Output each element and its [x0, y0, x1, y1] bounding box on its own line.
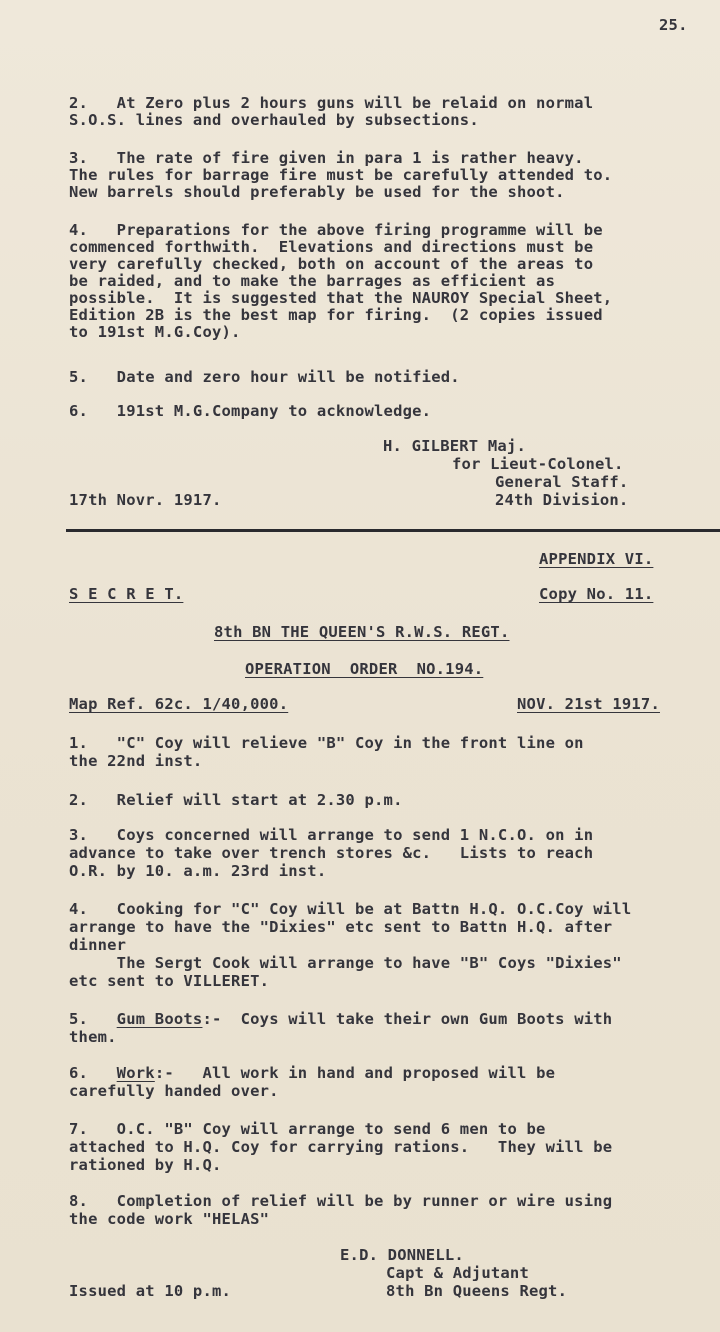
text-line: The Sergt Cook will arrange to have "B" Coys "Dixies" — [69, 954, 622, 972]
unit-heading: 8th BN THE QUEEN'S R.W.S. REGT. — [214, 623, 510, 641]
para-number: 6. — [69, 1064, 117, 1082]
text-line: the 22nd inst. — [69, 752, 203, 770]
section-divider — [66, 529, 720, 532]
signature-name: H. GILBERT Maj. — [383, 437, 526, 455]
order-date: NOV. 21st 1917. — [517, 695, 660, 713]
signature-line: 24th Division. — [495, 491, 629, 509]
text-line: carefully handed over. — [69, 1082, 279, 1100]
order-title: OPERATION ORDER NO.194. — [245, 660, 484, 678]
para-heading: Gum Boots — [116, 1010, 203, 1028]
text-line: 4. Preparations for the above firing programme will be — [69, 221, 603, 239]
part1-date: 17th Novr. 1917. — [69, 491, 222, 509]
part1-para-6: 6. 191st M.G.Company to acknowledge. — [69, 402, 432, 420]
part1-para-5: 5. Date and zero hour will be notified. — [69, 368, 460, 386]
text-line: etc sent to VILLERET. — [69, 972, 270, 990]
text-line: to 191st M.G.Coy). — [69, 323, 241, 341]
map-reference: Map Ref. 62c. 1/40,000. — [69, 695, 289, 713]
text-line: New barrels should preferably be used for the shoot. — [69, 183, 565, 201]
text-line: S.O.S. lines and overhauled by subsections. — [69, 111, 479, 129]
para-text: :- Coys will take their own Gum Boots with — [202, 1010, 613, 1028]
text-line: arrange to have the "Dixies" etc sent to Battn H.Q. after — [69, 918, 613, 936]
text-line: Edition 2B is the best map for firing. (2 copies issued — [69, 306, 603, 324]
text-line: possible. It is suggested that the NAUROY Special Sheet, — [69, 289, 613, 307]
text-line: the code work "HELAS" — [69, 1210, 270, 1228]
text-line: 3. Coys concerned will arrange to send 1 N.C.O. on in — [69, 826, 594, 844]
text-line — [69, 1064, 555, 1082]
text-line: 2. At Zero plus 2 hours guns will be relaid on normal — [69, 94, 594, 112]
signature-line: Capt & Adjutant — [386, 1264, 529, 1282]
text-line: attached to H.Q. Coy for carrying rations. They will be — [69, 1138, 613, 1156]
text-line: them. — [69, 1028, 117, 1046]
signature-line: for Lieut-Colonel. — [452, 455, 624, 473]
text-line: 7. O.C. "B" Coy will arrange to send 6 men to be — [69, 1120, 546, 1138]
text-line: rationed by H.Q. — [69, 1156, 222, 1174]
para-text: :- All work in hand and proposed will be — [154, 1064, 556, 1082]
text-line: very carefully checked, both on account of the areas to — [69, 255, 594, 273]
issued-time: Issued at 10 p.m. — [69, 1282, 232, 1300]
text-line: 4. Cooking for "C" Coy will be at Battn H.Q. O.C.Coy will — [69, 900, 632, 918]
copy-number: Copy No. 11. — [539, 585, 654, 603]
signature-line: General Staff. — [495, 473, 629, 491]
signature-line: 8th Bn Queens Regt. — [386, 1282, 568, 1300]
text-line: The rules for barrage fire must be carefully attended to. — [69, 166, 613, 184]
text-line: 8. Completion of relief will be by runner or wire using — [69, 1192, 613, 1210]
text-line: commenced forthwith. Elevations and directions must be — [69, 238, 594, 256]
para-number: 5. — [69, 1010, 117, 1028]
text-line: O.R. by 10. a.m. 23rd inst. — [69, 862, 327, 880]
signature-name: E.D. DONNELL. — [340, 1246, 464, 1264]
appendix-label: APPENDIX VI. — [539, 550, 654, 568]
page-number: 25. — [659, 16, 688, 34]
text-line: 3. The rate of fire given in para 1 is rather heavy. — [69, 149, 584, 167]
part2-para-2: 2. Relief will start at 2.30 p.m. — [69, 791, 403, 809]
text-line: advance to take over trench stores &c. Lists to reach — [69, 844, 594, 862]
secret-label: S E C R E T. — [69, 585, 184, 603]
text-line: 1. "C" Coy will relieve "B" Coy in the front line on — [69, 734, 584, 752]
para-heading: Work — [116, 1064, 155, 1082]
text-line: be raided, and to make the barrages as efficient as — [69, 272, 556, 290]
text-line: dinner — [69, 936, 127, 954]
text-line — [69, 1010, 612, 1028]
